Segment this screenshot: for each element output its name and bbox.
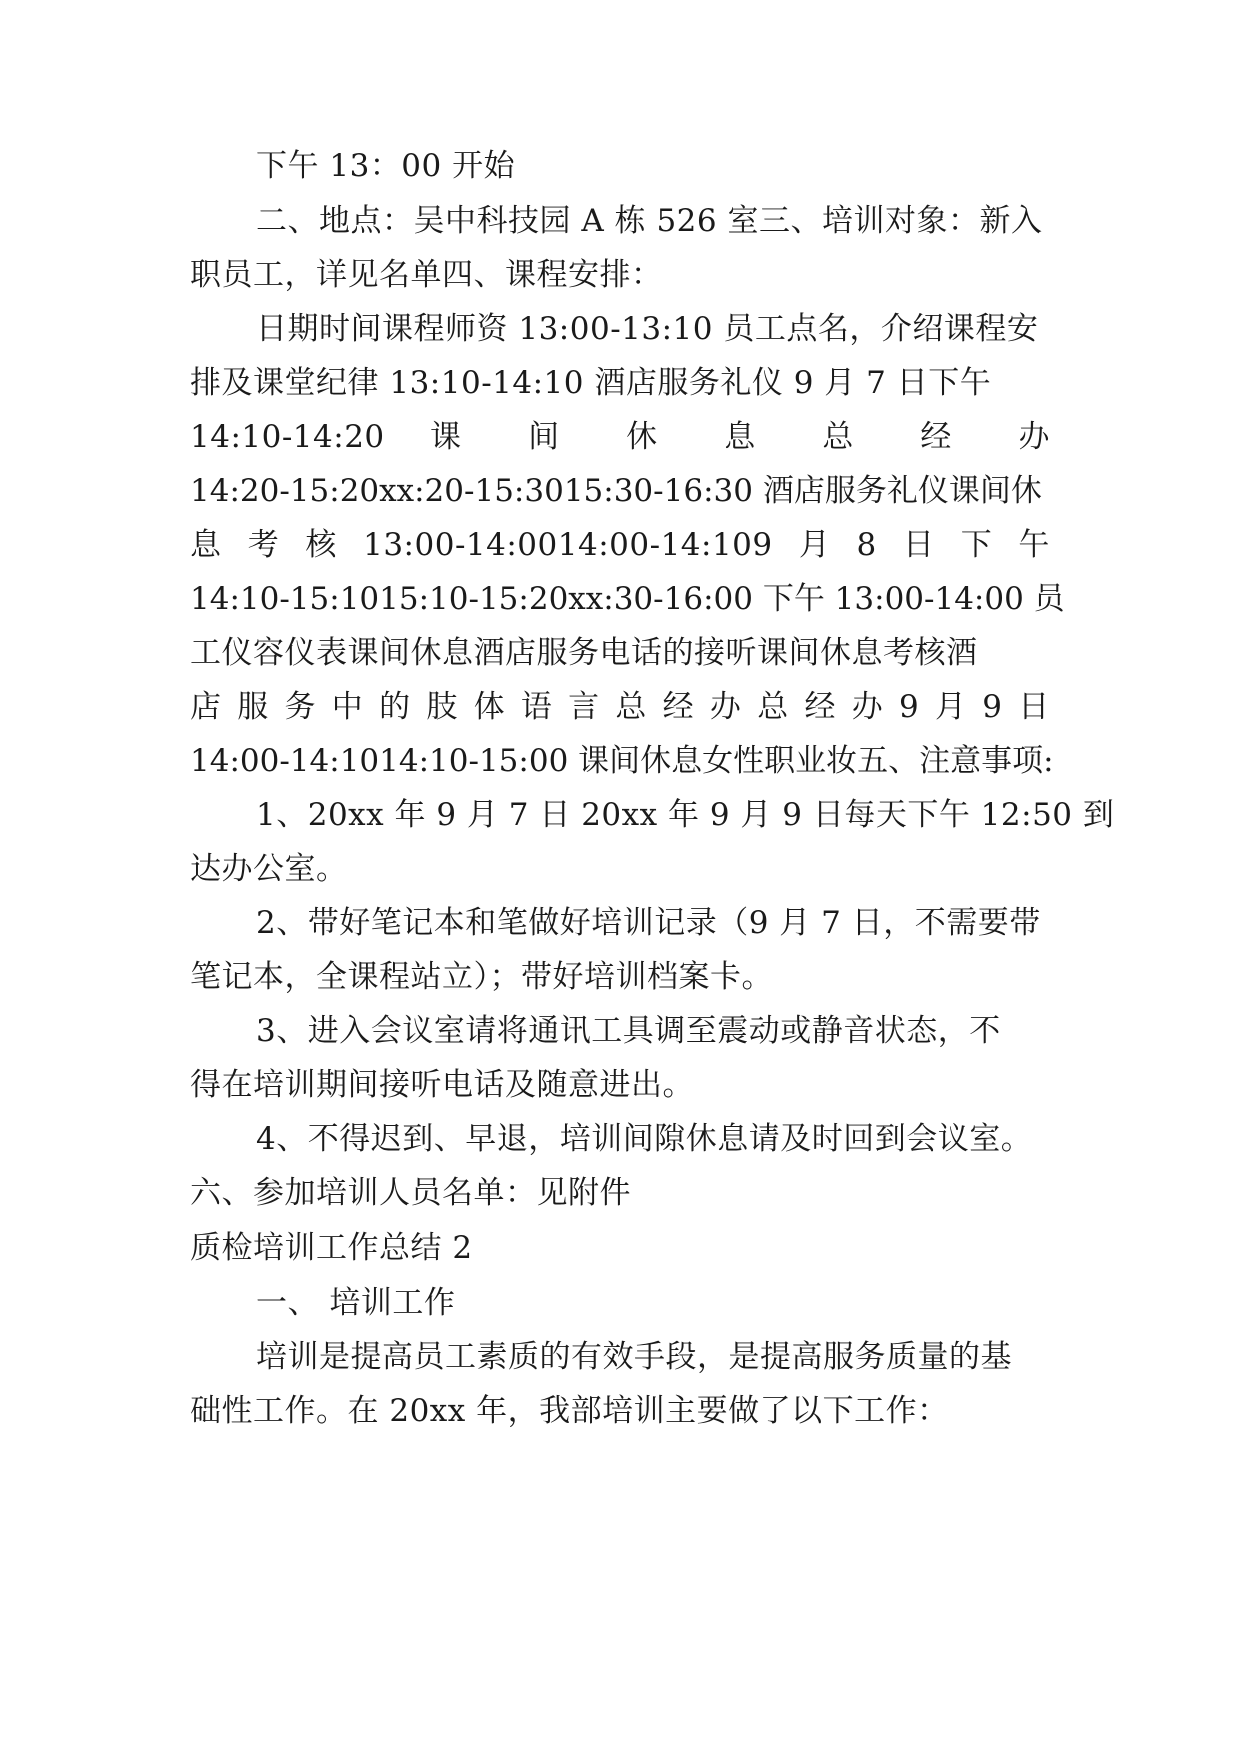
word: 休 bbox=[626, 419, 658, 455]
text-line: 日期时间课程师资 13:00-13:10 员工点名，介绍课程安 bbox=[256, 311, 1039, 347]
text-line: 14:20-15:20xx:20-15:3015:30-16:30 酒店服务礼仪课间休 bbox=[190, 473, 1042, 509]
word: 办 bbox=[851, 689, 884, 725]
word: 课 bbox=[430, 419, 462, 455]
word: 总 bbox=[615, 689, 647, 725]
word: 经 bbox=[920, 419, 952, 455]
text-line-justified bbox=[190, 417, 1050, 457]
word: 务 bbox=[284, 689, 317, 725]
word: 总 bbox=[757, 689, 789, 725]
word: 核 bbox=[305, 527, 337, 563]
text-line: 1、20xx 年 9 月 7 日 20xx 年 9 月 9 日每天下午 12:50 到 bbox=[256, 797, 1115, 833]
text-line: 3、进入会议室请将通讯工具调至震动或静音状态，不 bbox=[256, 1013, 1001, 1049]
word: 9 bbox=[898, 689, 920, 725]
word: 经 bbox=[662, 689, 695, 725]
word: 13:00-14:0014:00-14:109 bbox=[363, 527, 773, 563]
word: 店 bbox=[190, 689, 222, 725]
spread-words bbox=[430, 417, 1050, 457]
word: 肢 bbox=[426, 689, 458, 725]
text-line: 础性工作。在 20xx 年，我部培训主要做了以下工作： bbox=[190, 1393, 949, 1429]
text-line: 2、带好笔记本和笔做好培训记录（9 月 7 日，不需要带 bbox=[256, 905, 1041, 941]
subsection-heading: 一、 培训工作 bbox=[256, 1285, 456, 1321]
word: 8 bbox=[856, 527, 877, 563]
text-line: 14:00-14:1014:10-15:00 课间休息女性职业妆五、注意事项: bbox=[190, 743, 1054, 779]
word: 办 bbox=[709, 689, 742, 725]
word: 中 bbox=[331, 689, 364, 725]
word: 服 bbox=[237, 689, 269, 725]
text-line: 14:10-15:1015:10-15:20xx:30-16:00 下午 13:00-14:00 员 bbox=[190, 581, 1065, 617]
text-line: 六、参加培训人员名单：见附件 bbox=[190, 1175, 631, 1211]
word: 言 bbox=[568, 689, 600, 725]
text-line: 得在培训期间接听电话及随意进出。 bbox=[190, 1067, 694, 1103]
word: 考 bbox=[247, 527, 280, 563]
word: 日 bbox=[1018, 689, 1050, 725]
text-line: 职员工，详见名单四、课程安排： bbox=[190, 257, 663, 293]
text-line: 培训是提高员工素质的有效手段，是提高服务质量的基 bbox=[256, 1339, 1012, 1375]
word: 9 bbox=[982, 689, 1003, 725]
word: 体 bbox=[473, 689, 506, 725]
word: 月 bbox=[934, 689, 967, 725]
text-line: 排及课堂纪律 13:10-14:10 酒店服务礼仪 9 月 7 日下午 bbox=[190, 365, 992, 401]
section-title: 质检培训工作总结 2 bbox=[190, 1230, 473, 1266]
word: 经 bbox=[804, 689, 836, 725]
word: 间 bbox=[528, 419, 560, 455]
word: 总 bbox=[822, 419, 854, 455]
word: 午 bbox=[1018, 527, 1050, 563]
text-line: 达办公室。 bbox=[190, 851, 348, 887]
text-line: 4、不得迟到、早退，培训间隙休息请及时回到会议室。 bbox=[256, 1121, 1033, 1157]
word: 日 bbox=[902, 527, 935, 563]
word: 办 bbox=[1018, 419, 1050, 455]
text-line: 工仪容仪表课间休息酒店服务电话的接听课间休息考核酒 bbox=[190, 635, 978, 671]
word: 下 bbox=[960, 527, 993, 563]
word: 息 bbox=[190, 527, 222, 563]
time-range: 14:10-14:20 bbox=[190, 419, 385, 455]
text-line-justified bbox=[190, 687, 1050, 727]
word: 语 bbox=[520, 689, 553, 725]
text-line: 下午 13：00 开始 bbox=[256, 148, 516, 184]
word: 的 bbox=[379, 689, 411, 725]
text-line-justified bbox=[190, 525, 1050, 565]
text-line: 二、地点：吴中科技园 A 栋 526 室三、培训对象：新入 bbox=[256, 203, 1043, 239]
text-line: 笔记本，全课程站立）；带好培训档案卡。 bbox=[190, 959, 773, 995]
word: 月 bbox=[798, 527, 831, 563]
word: 息 bbox=[724, 419, 756, 455]
